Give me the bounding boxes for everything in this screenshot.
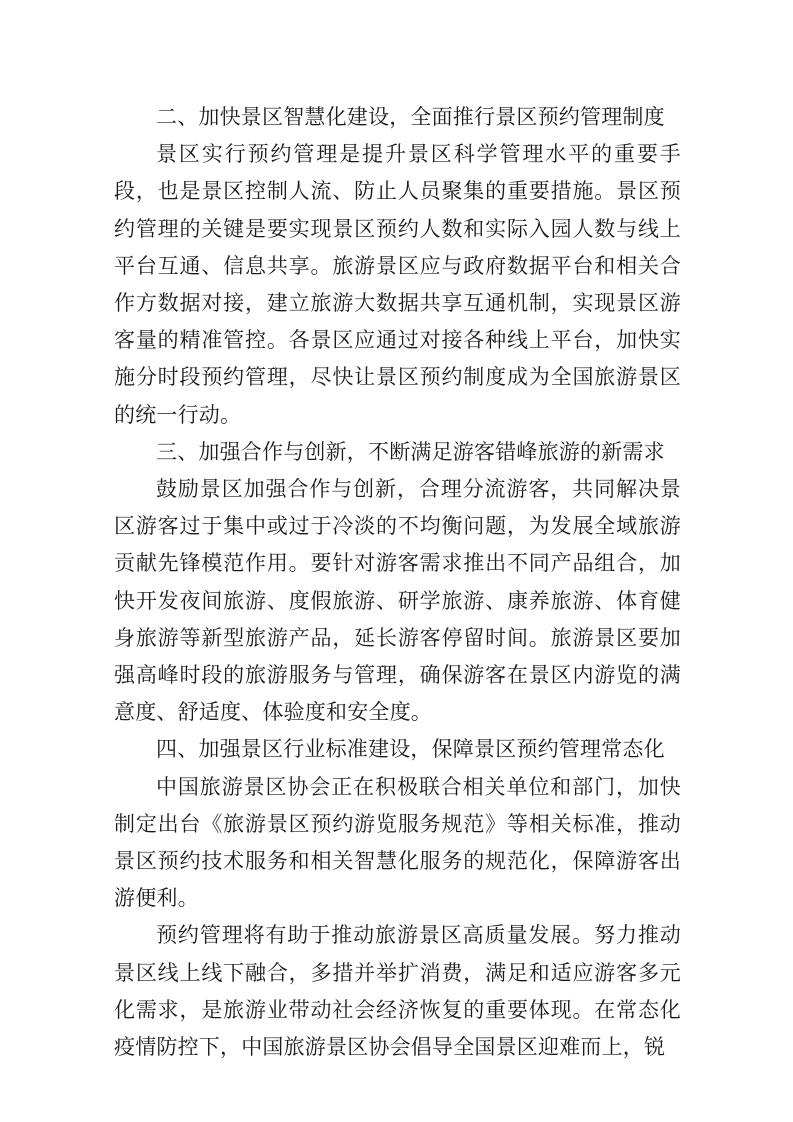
document-body bbox=[114, 99, 681, 1066]
paragraph-high-quality-development: 预约管理将有助于推动旅游景区高质量发展。努力推动景区线上线下融合，多措并举扩消费，满足和适应游客多元化需求，是旅游业带动社会经济恢复的重要体现。在常态化疫情防控下，中国旅游景区协会倡导全国景区迎难而上，锐 bbox=[114, 923, 681, 1060]
paragraph-cooperation-innovation: 鼓励景区加强合作与创新，合理分流游客，共同解决景区游客过于集中或过于冷淡的不均衡问题，为发展全域旅游贡献先锋模范作用。要针对游客需求推出不同产品组合，加快开发夜间旅游、度假旅游、研学旅游、康养旅游、体育健身旅游等新型旅游产品，延长游客停留时间。旅游景区要加强高峰时段的旅游服务与管理，确保游客在景区内游览的满意度、舒适度、体验度和安全度。 bbox=[114, 477, 681, 725]
paragraph-reservation-management: 景区实行预约管理是提升景区科学管理水平的重要手段，也是景区控制人流、防止人员聚集的重要措施。景区预约管理的关键是要实现景区预约人数和实际入园人数与线上平台互通、信息共享。旅游景区应与政府数据平台和相关合作方数据对接，建立旅游大数据共享互通机制，实现景区游客量的精准管控。各景区应通过对接各种线上平台，加快实施分时段预约管理，尽快让景区预约制度成为全国旅游景区的统一行动。 bbox=[114, 142, 681, 427]
section-heading-industry-standards: 四、加强景区行业标准建设，保障景区预约管理常态化 bbox=[156, 737, 665, 762]
section-heading-cooperation-innovation: 三、加强合作与创新，不断满足游客错峰旅游的新需求 bbox=[156, 439, 665, 464]
paragraph-industry-standards: 中国旅游景区协会正在积极联合相关单位和部门，加快制定出台《旅游景区预约游览服务规范》等相关标准，推动景区预约技术服务和相关智慧化服务的规范化，保障游客出游便利。 bbox=[114, 774, 681, 911]
section-heading-smart-scenic: 二、加快景区智慧化建设，全面推行景区预约管理制度 bbox=[156, 105, 665, 129]
